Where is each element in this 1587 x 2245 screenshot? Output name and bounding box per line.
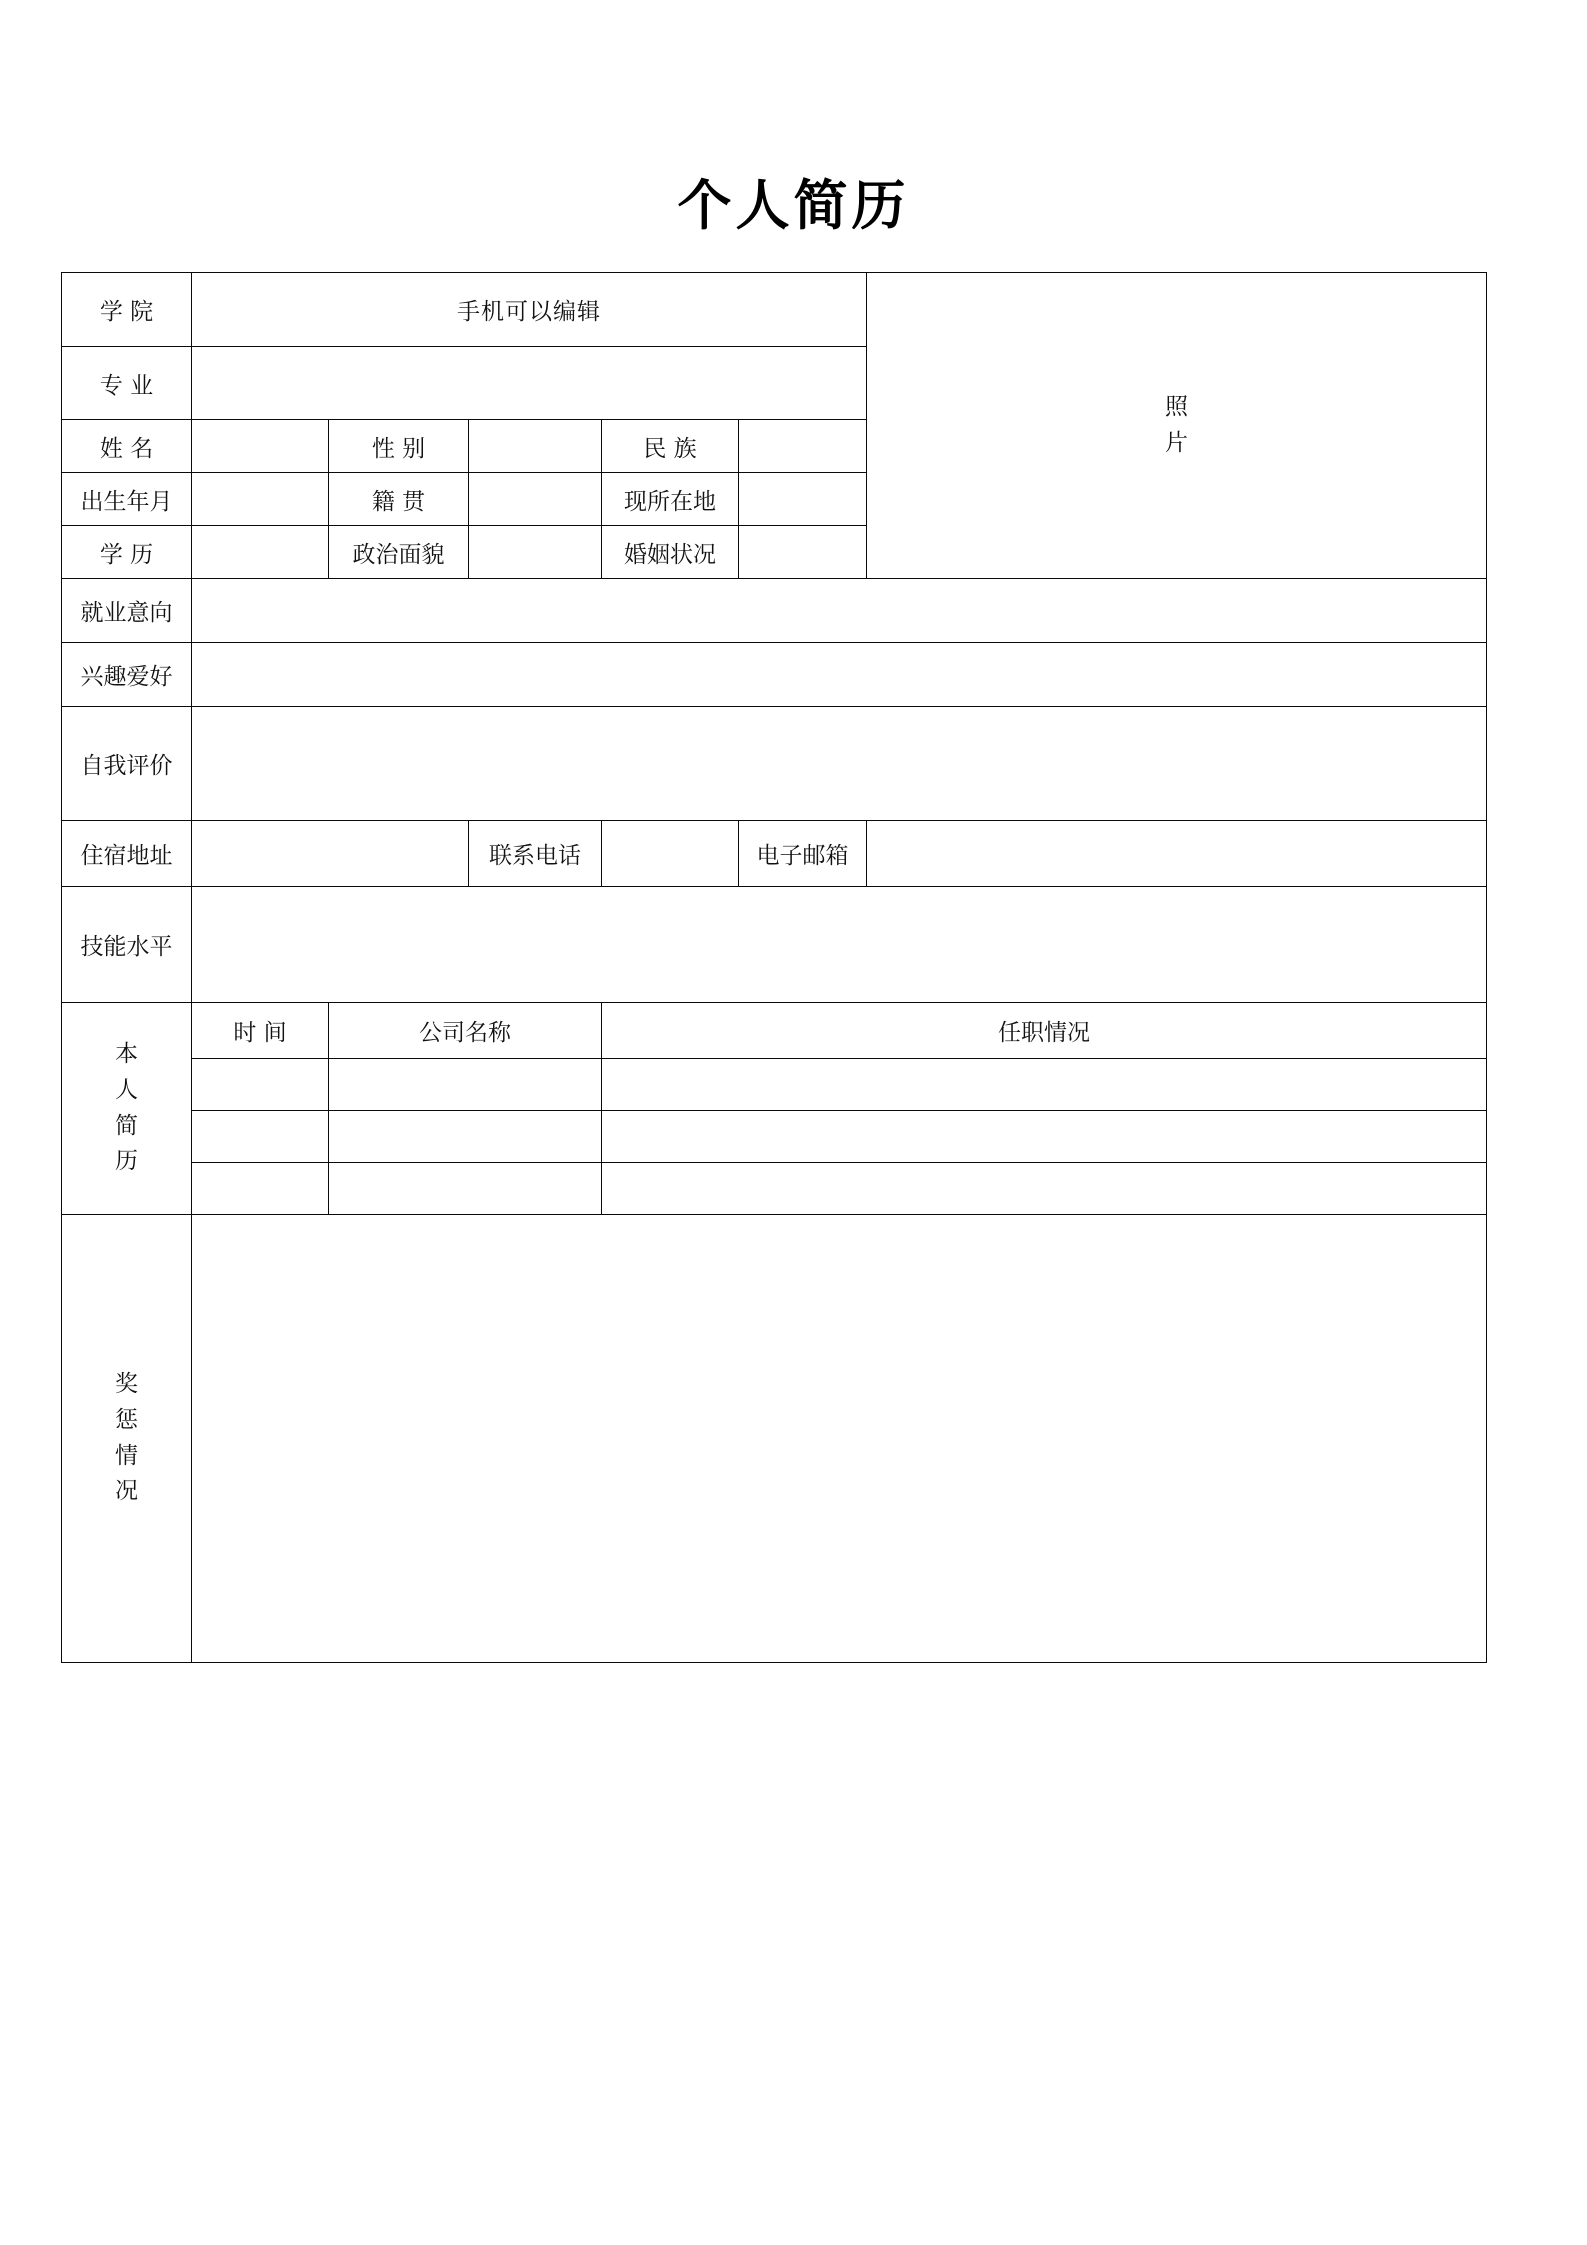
value-phone[interactable] [602, 821, 739, 887]
table-row-hobbies [62, 643, 1487, 707]
value-rewards-punishments[interactable] [192, 1215, 1487, 1663]
rewards-char-2: 惩 [115, 1406, 138, 1433]
label-current-location: 现所在地 [602, 473, 739, 526]
label-ethnicity: 民 族 [602, 420, 739, 473]
cell-experience-company-1[interactable] [329, 1059, 602, 1111]
page-title: 个人简历 [677, 173, 910, 237]
photo-label [873, 390, 1480, 461]
label-job-intention: 就业意向 [62, 579, 192, 643]
value-address[interactable] [192, 821, 469, 887]
cell-experience-company-3[interactable] [329, 1163, 602, 1215]
value-self-evaluation[interactable] [192, 707, 1487, 821]
rewards-char-1: 奖 [115, 1371, 138, 1398]
label-gender: 性 别 [329, 420, 469, 473]
label-education: 学 历 [62, 526, 192, 579]
personal-resume-char-3: 简 [115, 1112, 138, 1139]
label-political-status: 政治面貌 [329, 526, 469, 579]
table-row-experience-1 [62, 1059, 1487, 1111]
label-hobbies: 兴趣爱好 [62, 643, 192, 707]
photo-cell[interactable] [867, 273, 1487, 579]
personal-resume-char-2: 人 [115, 1076, 138, 1103]
table-row-college [62, 273, 1487, 347]
personal-resume-char-4: 历 [115, 1148, 138, 1175]
cell-experience-company-2[interactable] [329, 1111, 602, 1163]
label-marital-status: 婚姻状况 [602, 526, 739, 579]
photo-char-2: 片 [1165, 429, 1189, 456]
rewards-char-3: 情 [115, 1442, 138, 1469]
table-row-experience-3 [62, 1163, 1487, 1215]
value-email[interactable] [867, 821, 1487, 887]
cell-experience-time-3[interactable] [192, 1163, 329, 1215]
value-political-status[interactable] [469, 526, 602, 579]
table-row-skill-level [62, 887, 1487, 1003]
value-current-location[interactable] [739, 473, 867, 526]
label-college: 学 院 [62, 273, 192, 347]
label-name: 姓 名 [62, 420, 192, 473]
value-birth-date[interactable] [192, 473, 329, 526]
cell-experience-time-1[interactable] [192, 1059, 329, 1111]
label-major: 专 业 [62, 347, 192, 420]
table-row-rewards-punishments [62, 1215, 1487, 1663]
label-rewards-punishments [62, 1215, 192, 1663]
cell-experience-time-2[interactable] [192, 1111, 329, 1163]
label-self-evaluation: 自我评价 [62, 707, 192, 821]
label-address: 住宿地址 [62, 821, 192, 887]
rewards-char-4: 况 [115, 1478, 138, 1505]
resume-table [61, 272, 1487, 1663]
cell-experience-position-2[interactable] [602, 1111, 1487, 1163]
label-skill-level: 技能水平 [62, 887, 192, 1003]
value-college[interactable]: 手机可以编辑 [192, 273, 867, 347]
value-gender[interactable] [469, 420, 602, 473]
value-hobbies[interactable] [192, 643, 1487, 707]
value-marital-status[interactable] [739, 526, 867, 579]
cell-experience-position-1[interactable] [602, 1059, 1487, 1111]
cell-experience-position-3[interactable] [602, 1163, 1487, 1215]
table-row-experience-header [62, 1003, 1487, 1059]
value-skill-level[interactable] [192, 887, 1487, 1003]
value-major[interactable] [192, 347, 867, 420]
label-native-place: 籍 贯 [329, 473, 469, 526]
table-row-self-evaluation [62, 707, 1487, 821]
label-birth-date: 出生年月 [62, 473, 192, 526]
header-experience-time: 时 间 [192, 1003, 329, 1059]
value-name[interactable] [192, 420, 329, 473]
value-ethnicity[interactable] [739, 420, 867, 473]
table-row-contact [62, 821, 1487, 887]
personal-resume-char-1: 本 [115, 1041, 138, 1068]
personal-resume-label [68, 1037, 185, 1180]
value-education[interactable] [192, 526, 329, 579]
label-email: 电子邮箱 [739, 821, 867, 887]
header-experience-company: 公司名称 [329, 1003, 602, 1059]
rewards-punishments-label [68, 1367, 185, 1510]
value-job-intention[interactable] [192, 579, 1487, 643]
label-personal-resume [62, 1003, 192, 1215]
table-row-experience-2 [62, 1111, 1487, 1163]
photo-char-1: 照 [1165, 393, 1189, 420]
value-native-place[interactable] [469, 473, 602, 526]
label-phone: 联系电话 [469, 821, 602, 887]
header-experience-position: 任职情况 [602, 1003, 1487, 1059]
table-row-job-intention [62, 579, 1487, 643]
